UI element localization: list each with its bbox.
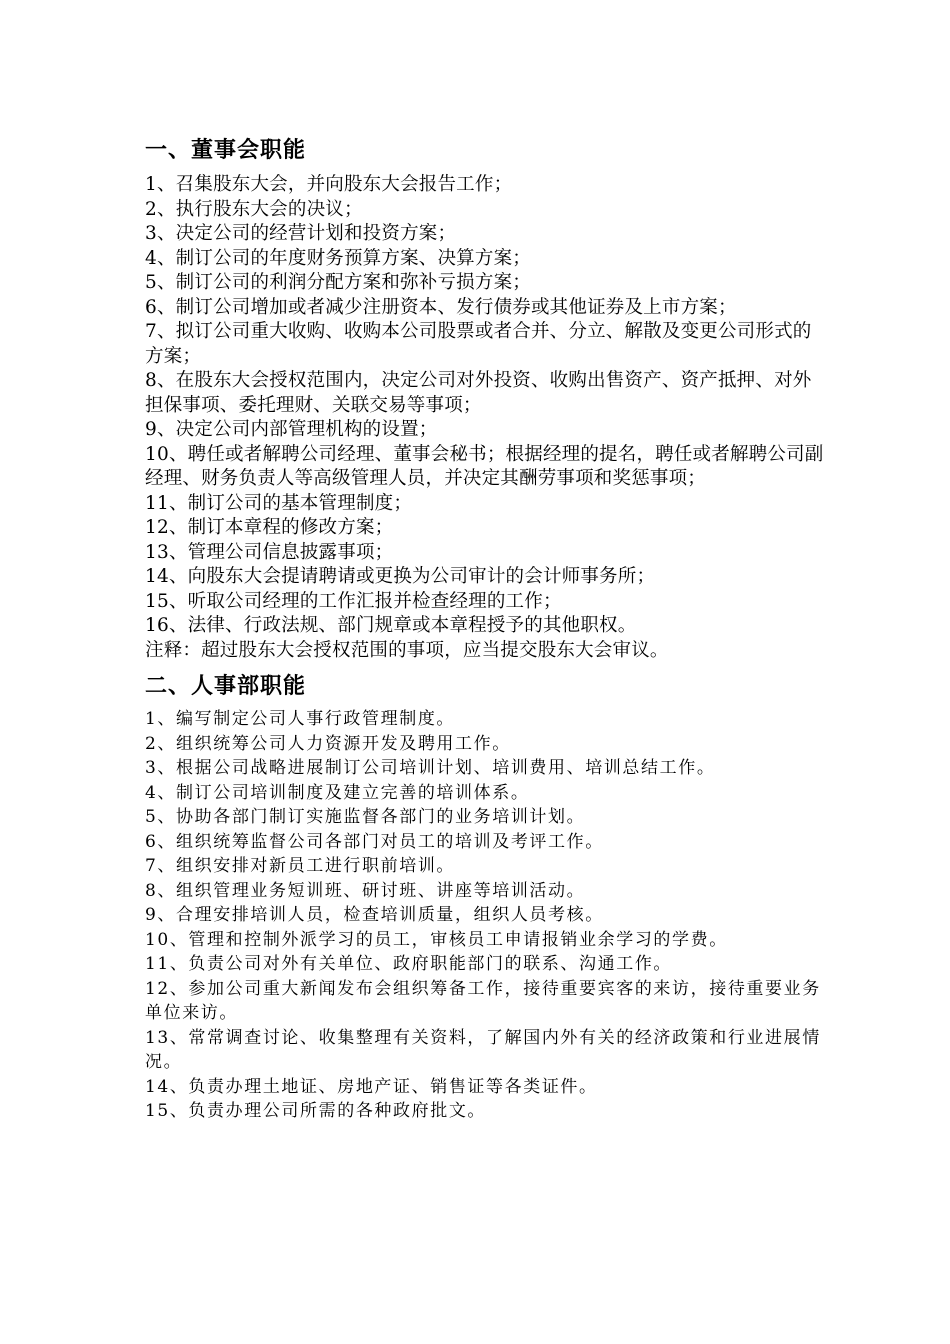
section-title: 二、人事部职能 — [145, 673, 307, 699]
list-item: 2、组织统筹公司人力资源开发及聘用工作。 — [145, 733, 511, 754]
list-item: 1、召集股东大会，并向股东大会报告工作； — [145, 174, 513, 195]
list-item: 11、制订公司的基本管理制度； — [145, 492, 413, 514]
list-item: 4、制订公司的年度财务预算方案、决算方案； — [145, 247, 531, 269]
list-item: 9、决定公司内部管理机构的设置； — [145, 419, 438, 440]
list-item: 4、制订公司培训制度及建立完善的培训体系。 — [145, 782, 530, 803]
list-item: 12、参加公司重大新闻发布会组织筹备工作，接待重要宾客的来访，接待重要业务单位来访。 — [145, 978, 821, 1023]
list-item: 10、管理和控制外派学习的员工，审核员工申请报销业余学习的学费。 — [145, 929, 728, 950]
list-item: 1、编写制定公司人事行政管理制度。 — [145, 709, 456, 729]
list-item: 14、向股东大会提请聘请或更换为公司审计的会计师事务所； — [145, 566, 656, 587]
list-item: 10、聘任或者解聘公司经理、董事会秘书；根据经理的提名，聘任或者解聘公司副经理、财务负责人等高级管理人员，并决定其酬劳事项和奖惩事项； — [145, 443, 824, 489]
list-item: 12、制订本章程的修改方案； — [145, 517, 394, 538]
list-item: 6、制订公司增加或者减少注册资本、发行债券或其他证券及上市方案； — [145, 296, 737, 318]
section-title: 一、董事会职能 — [145, 137, 307, 163]
list-item: 6、组织统筹监督公司各部门对员工的培训及考评工作。 — [145, 831, 604, 852]
section-hr-functions — [145, 671, 825, 1124]
list-item: 9、合理安排培训人员，检查培训质量，组织人员考核。 — [145, 905, 604, 925]
note-text: 注释：超过股东大会授权范围的事项，应当提交股东大会审议。 — [145, 639, 669, 661]
list-item: 15、负责办理公司所需的各种政府批文。 — [145, 1101, 487, 1121]
list-item: 13、常常调查讨论、收集整理有关资料，了解国内外有关的经济政策和行业进展情况。 — [145, 1027, 821, 1072]
list-item: 13、管理公司信息披露事项； — [145, 541, 394, 563]
list-item: 7、组织安排对新员工进行职前培训。 — [145, 856, 456, 876]
list-item: 3、决定公司的经营计划和投资方案； — [145, 223, 457, 244]
document-page — [145, 135, 825, 1124]
list-item: 11、负责公司对外有关单位、政府职能部门的联系、沟通工作。 — [145, 954, 673, 974]
list-item: 16、法律、行政法规、部门规章或本章程授予的其他职权。 — [145, 615, 637, 636]
list-item: 8、组织管理业务短训班、研讨班、讲座等培训活动。 — [145, 880, 586, 901]
list-item: 2、执行股东大会的决议； — [145, 198, 363, 220]
list-item: 3、根据公司战略进展制订公司培训计划、培训费用、培训总结工作。 — [145, 758, 716, 778]
list-item: 7、拟订公司重大收购、收购本公司股票或者合并、分立、解散及变更公司形式的方案； — [145, 321, 812, 367]
list-item: 15、听取公司经理的工作汇报并检查经理的工作； — [145, 590, 562, 612]
list-item: 8、在股东大会授权范围内，决定公司对外投资、收购出售资产、资产抵押、对外担保事项、委托理财、关联交易等事项； — [145, 370, 812, 416]
list-item: 5、制订公司的利润分配方案和弥补亏损方案； — [145, 272, 531, 293]
list-item: 5、协助各部门制订实施监督各部门的业务培训计划。 — [145, 807, 586, 827]
list-item: 14、负责办理土地证、房地产证、销售证等各类证件。 — [145, 1076, 598, 1097]
section-board-functions — [145, 135, 825, 663]
